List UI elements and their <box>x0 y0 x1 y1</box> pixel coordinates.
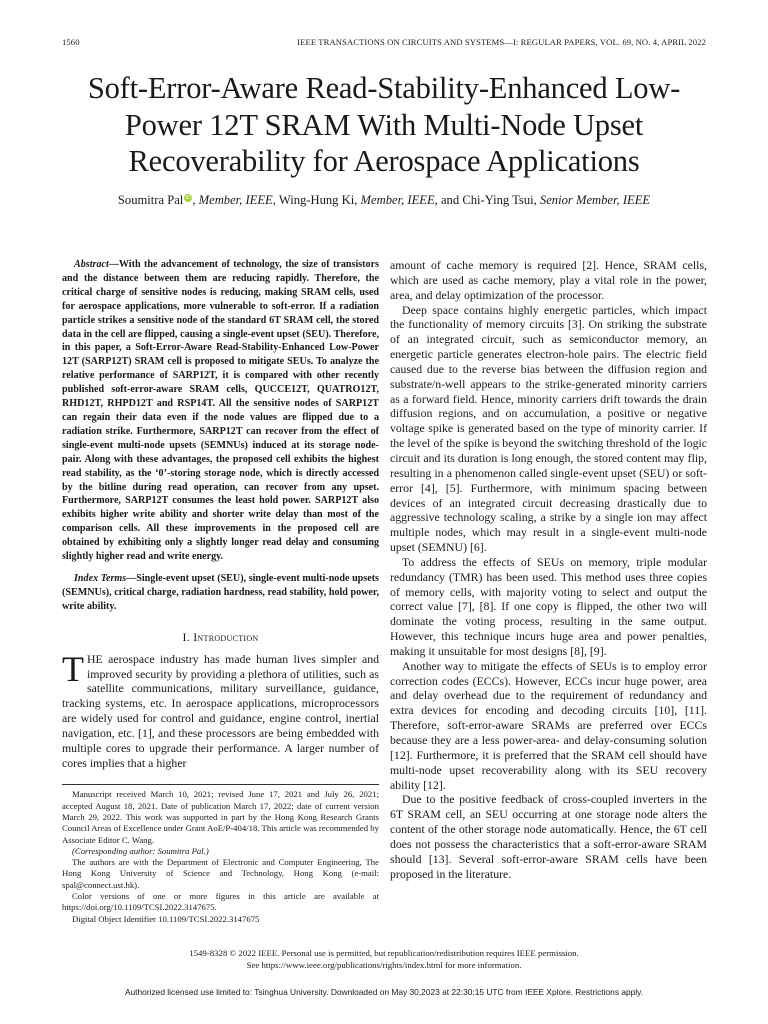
orcid-icon[interactable]: iD <box>185 195 191 201</box>
license-banner: Authorized licensed use limited to: Tsinghua University. Downloaded on May 30,2023 at 22:30:15 UTC from IEEE Xplore. Restrictions apply. <box>124 987 644 997</box>
author-1-role: Member, IEEE <box>198 193 273 207</box>
footnote-affiliation: The authors are with the Department of Electronic and Computer Engineering, The Hong Kong University of Science and Technology, Hong Kong (e-mail: spal@connect.ust.hk). <box>62 857 379 890</box>
abstract: Abstract—With the advancement of technology, the size of transistors and the distance between them are reducing rapidly. Therefore, the critical charge of sensitive nodes is reducing, making SRAM cells, used for aerospace applications, more vulnerable to soft-error. If a radiation particle strikes a sensitive node of the standard 6T SRAM cell, the stored data in the cell are flipped, causing a single-event upset (SEU). Therefore, in this paper, a Soft-Error-Aware Read-Stability-Enhanced Low-Power 12T (SARP12T) SRAM cell is proposed to mitigate SEUs. To analyze the relative performance of SARP12T, it is compared with other recently published soft-error-aware SRAM cells, QUCCE12T, QUATRO12T, RHD12T, RHPD12T and RSP14T. All the sensitive nodes of SARP12T can regain their data even if the node values are flipped due to a radiation strike. Furthermore, SARP12T can recover from the effect of single-event multi-node upsets (SEMNUs) induced at its storage node-pair. Along with these advantages, the proposed cell exhibits the highest read stability, as the ‘0’-storing storage node, which is directly accessed by the bitline during read operation, can recover from any upset. Furthermore, SARP12T consumes the least hold power. SARP12T also exhibits higher write ability and shorter write delay than most of the comparison cells. All these improvements in the proposed cell are obtained by exhibiting only a slightly longer read delay and consuming slightly higher read and write energy. <box>62 259 379 563</box>
running-header <box>62 37 706 51</box>
index-terms-label: Index Terms <box>74 572 127 584</box>
author-3-role: Senior Member, IEEE <box>539 193 651 207</box>
index-terms-text: Single-event upset (SEU), single-event multi-node upsets (SEMNUs), critical charge, radiation hardness, read stability, hold power, write ability. <box>62 572 379 612</box>
copyright-notice: 1549-8328 © 2022 IEEE. Personal use is permitted, but republication/redistribution requires IEEE permission. See https://www.ieee.org/publications/rights/index.html for more information. <box>189 948 579 970</box>
author-3-name: Chi-Ying Tsui <box>462 193 534 207</box>
abstract-label: Abstract <box>74 259 109 270</box>
paper-title: Soft-Error-Aware Read-Stability-Enhanced Low-Power 12T SRAM With Multi-Node Upset Recoverability for Aerospace Applications <box>87 71 681 178</box>
page-number: 1560 <box>62 37 80 47</box>
author-line: Soumitra Pal iD, Member, IEEE, Wing-Hung Ki, Member, IEEE, and Chi-Ying Tsui, Senior Member, IEEE <box>117 193 651 207</box>
right-column <box>390 258 707 881</box>
author-conjunction: and <box>440 193 460 207</box>
footnote-color-versions: Color versions of one or more figures in this article are available at https://doi.org/10.1109/TCSI.2022.3147675. <box>62 891 379 913</box>
section-heading-introduction: I. Introduction <box>182 629 259 644</box>
body-paragraph: Another way to mitigate the effects of SEUs is to employ error correction codes (ECCs). However, ECCs incur huge power, area and delay overhead due to the requirement of redundancy and extra devices for encoding and decoding circuits [10], [11]. Therefore, soft-error-aware SRAMs are preferred over ECCs because they are a less power-area- and delay-consuming solution [12]. Furthermore, it is preferred that the SRAM cell should have multi-node upset recoverability along with its SEU recovery ability [12]. <box>390 658 707 792</box>
abstract-text: With the advancement of technology, the size of transistors and the distance between them are reducing rapidly. Therefore, the critical charge of sensitive nodes is reducing, making SRAM cells, used for aerospace applications, more vulnerable to soft-error. If a radiation particle strikes a sensitive node of the standard 6T SRAM cell, the stored data in the cell are flipped, causing a single-event upset (SEU). Therefore, in this paper, a Soft-Error-Aware Read-Stability-Enhanced Low-Power 12T (SARP12T) SRAM cell is proposed to mitigate SEUs. To analyze the relative performance of SARP12T, it is compared with other recently published soft-error-aware SRAM cells, QUCCE12T, QUATRO12T, RHD12T, RHPD12T and RSP14T. All the sensitive nodes of SARP12T can regain their data even if the node values are flipped due to a radiation strike. Furthermore, SARP12T can recover from the effect of single-event multi-node upsets (SEMNUs) induced at its storage node-pair. Along with these advantages, the proposed cell exhibits the highest read stability, as the ‘0’-storing storage node, which is directly accessed by the bitline during read operation, can recover from any upset. Furthermore, SARP12T consumes the least hold power. SARP12T also exhibits higher write ability and shorter write delay than most of the comparison cells. All these improvements in the proposed cell are obtained by exhibiting only a slightly longer read delay and consuming slightly higher read and write energy. <box>62 259 379 563</box>
author-1-name: Soumitra Pal <box>117 193 184 207</box>
left-column <box>62 258 379 925</box>
footnote-doi: Digital Object Identifier 10.1109/TCSI.2022.3147675 <box>72 913 260 924</box>
body-paragraph: Due to the positive feedback of cross-coupled inverters in the 6T SRAM cell, an SEU occurring at one storage node alters the content of the other storage node automatically. Hence, the 6T cell does not possess the characteristics that a soft-error-aware SRAM should [13]. Several soft-error-aware SRAM cells have been proposed in the literature. <box>390 792 707 881</box>
author-2-role: Member, IEEE <box>360 193 435 207</box>
intro-paragraph: THE aerospace industry has made human lives simpler and improved security by providing a plethora of utilities, such as satellite communications, military surveillance, guidance, tracking systems, etc. In aerospace applications, microprocessors are widely used for control and guidance, engine control, inertial navigation, etc. [1], and these processors are being embedded with multiple cores to upgrade their performance. A larger number of cores implies that a higher <box>62 648 380 770</box>
author-2-name: Wing-Hung Ki <box>278 193 355 207</box>
footnote-corresponding: (Corresponding author: Soumitra Pal.) <box>72 845 209 856</box>
index-terms: Index Terms—Single-event upset (SEU), single-event multi-node upsets (SEMNUs), critical charge, radiation hardness, read stability, hold power, write ability. <box>62 572 379 612</box>
body-paragraph: Deep space contains highly energetic particles, which impact the functionality of memory circuits [3]. On striking the substrate of an integrated circuit, such as semiconductor memory, an energetic particle generates electron-hole pairs. The electric field caused due to the reverse bias between the diffusion region and substrate/n-well appears to the strike-generated minority carriers as a forward field. Hence, minority carriers drift towards the drain diffusion regions, and on accumulation, a positive or negative voltage spike is generated based on the type of minority carrier. If the level of the spike is beyond the switching threshold of the logic circuit and its duration is long enough, the stored content may flip, resulting in a phenomenon called single-event upset (SEU) or soft-error [4], [5]. Furthermore, with minimum spacing between devices of an integrated circuit decreasing drastically due to aggressive technology scaling, a strike by a single ion may affect multiple nodes, which may result in a single-event multi-node upset (SEMNU) [6]. <box>390 302 707 555</box>
footnote-manuscript: Manuscript received March 10, 2021; revised June 17, 2021 and July 26, 2021; accepted August 18, 2021. Date of publication March 17, 2022; date of current version March 29, 2022. This work was supported in part by the Hong Kong Research Grants Council Areas of Excellence under Grant AoE/P-404/18. This article was recommended by Associate Editor C. Wang. <box>62 789 379 845</box>
body-paragraph: To address the effects of SEUs on memory, triple modular redundancy (TMR) has been used. This method uses three copies of memory cells, with majority voting to select and output the correct value [7], [8]. If one copy is flipped, the other two will dominate the voting process, resulting in the same output. However, this technique incurs huge area and power penalties, making it unsuitable for most designs [8], [9]. <box>390 554 707 658</box>
body-paragraph: amount of cache memory is required [2]. Hence, SRAM cells, which are used as cache memory, play a vital role in the power, area, and delay optimization of the processor. <box>390 258 707 302</box>
journal-header: IEEE TRANSACTIONS ON CIRCUITS AND SYSTEMS—I: REGULAR PAPERS, VOL. 69, NO. 4, APRIL 2022 <box>297 37 706 47</box>
drop-cap: T <box>62 648 84 689</box>
footnote-divider <box>62 784 379 785</box>
